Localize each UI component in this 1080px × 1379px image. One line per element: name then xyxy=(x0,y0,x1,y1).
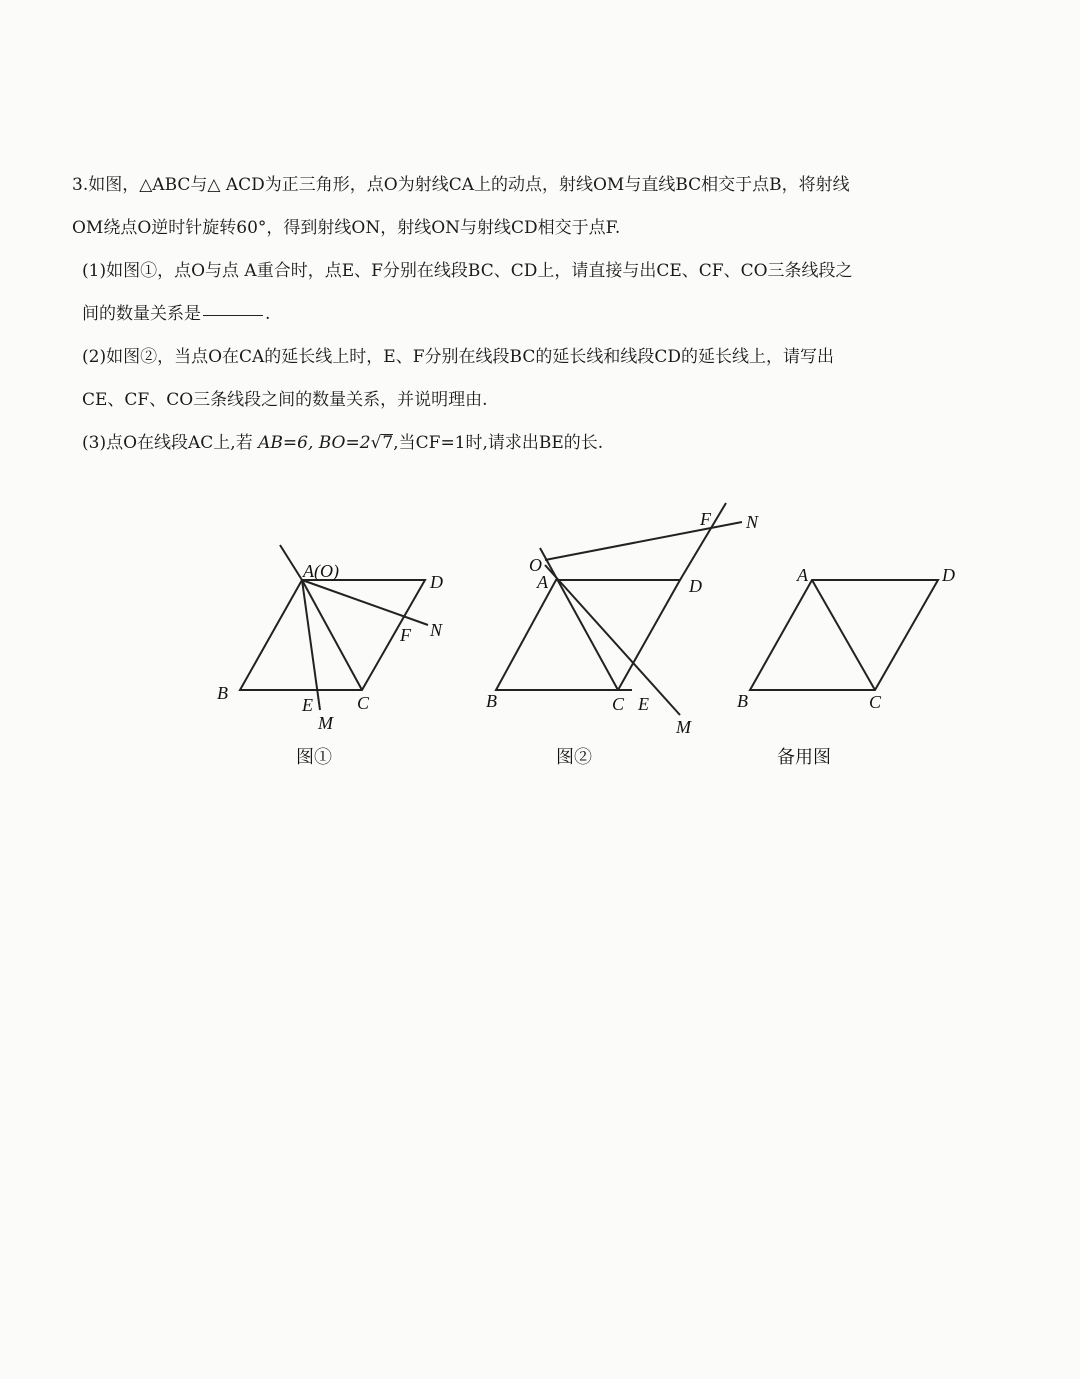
fig1-label-a: A(O) xyxy=(303,561,339,581)
fig2-line-oc xyxy=(540,548,618,690)
fig3-label-d: D xyxy=(942,565,955,585)
part-3-suffix: ,当CF=1时,请求出BE的长. xyxy=(393,433,604,453)
fig3-label-a: A xyxy=(797,565,808,585)
fig1-label-m: M xyxy=(318,713,333,733)
fig2-label-o: O xyxy=(529,555,542,575)
fig1-ray-on xyxy=(302,580,428,625)
fig1-label-f: F xyxy=(400,625,411,645)
part-3-prefix: (3)点O在线段AC上,若 xyxy=(82,433,259,453)
fig3-diagonal-ac xyxy=(812,580,875,690)
fig2-label-f: F xyxy=(700,509,711,529)
fig3-caption: 备用图 xyxy=(777,747,831,767)
problem-line-2: OM绕点O逆时针旋转60°，得到射线ON，射线ON与射线CD相交于点F. xyxy=(72,218,621,238)
fig1-caption: 图① xyxy=(296,747,332,767)
fig3-label-c: C xyxy=(869,692,882,712)
sqrt-radicand: 7 xyxy=(382,433,394,453)
fig2-ray-om xyxy=(545,565,680,715)
fig1-label-d: D xyxy=(430,572,443,592)
fig2-label-d: D xyxy=(689,576,702,596)
problem-line-1: 3.如图，△ABC与△ ACD为正三角形，点O为射线CA上的动点，射线OM与直线BC相交于点B，将射线 xyxy=(72,175,850,195)
fig2-label-m: M xyxy=(676,717,691,737)
fig1-label-n: N xyxy=(430,620,443,640)
fig2-label-c: C xyxy=(612,694,625,714)
part-2-line-2: CE、CF、CO三条线段之间的数量关系，并说明理由. xyxy=(82,390,488,410)
fig3-label-b: B xyxy=(737,691,748,711)
fig1-label-c: C xyxy=(357,693,370,713)
figure-2 xyxy=(486,503,759,767)
fig2-label-e: E xyxy=(638,694,649,714)
part-1-line-1: (1)如图①，点O与点 A重合时，点E、F分别在线段BC、CD上，请直接与出CE、CF、CO三条线段之 xyxy=(82,261,853,281)
fig1-diagonal-ac xyxy=(302,580,362,690)
fig1-label-e: E xyxy=(302,695,313,715)
part-3-formula: AB=6, BO=2 xyxy=(258,433,371,453)
fig1-label-b: B xyxy=(217,683,228,703)
fig2-label-a: A xyxy=(537,572,548,592)
figure-1 xyxy=(217,545,443,767)
sqrt-sign: √ xyxy=(370,433,382,453)
figure-3 xyxy=(737,565,955,767)
fig2-label-n: N xyxy=(746,512,759,532)
fig2-label-b: B xyxy=(486,691,497,711)
fig2-caption: 图② xyxy=(556,747,592,767)
fig2-ray-on xyxy=(545,522,742,560)
part-1-period: . xyxy=(265,304,271,324)
part-2-line-1: (2)如图②，当点O在CA的延长线上时，E、F分别在线段BC的延长线和线段CD的延长线上，请写出 xyxy=(82,347,834,367)
part-1-question: 间的数量关系是 xyxy=(82,304,201,324)
fig1-ray-extension xyxy=(280,545,302,580)
